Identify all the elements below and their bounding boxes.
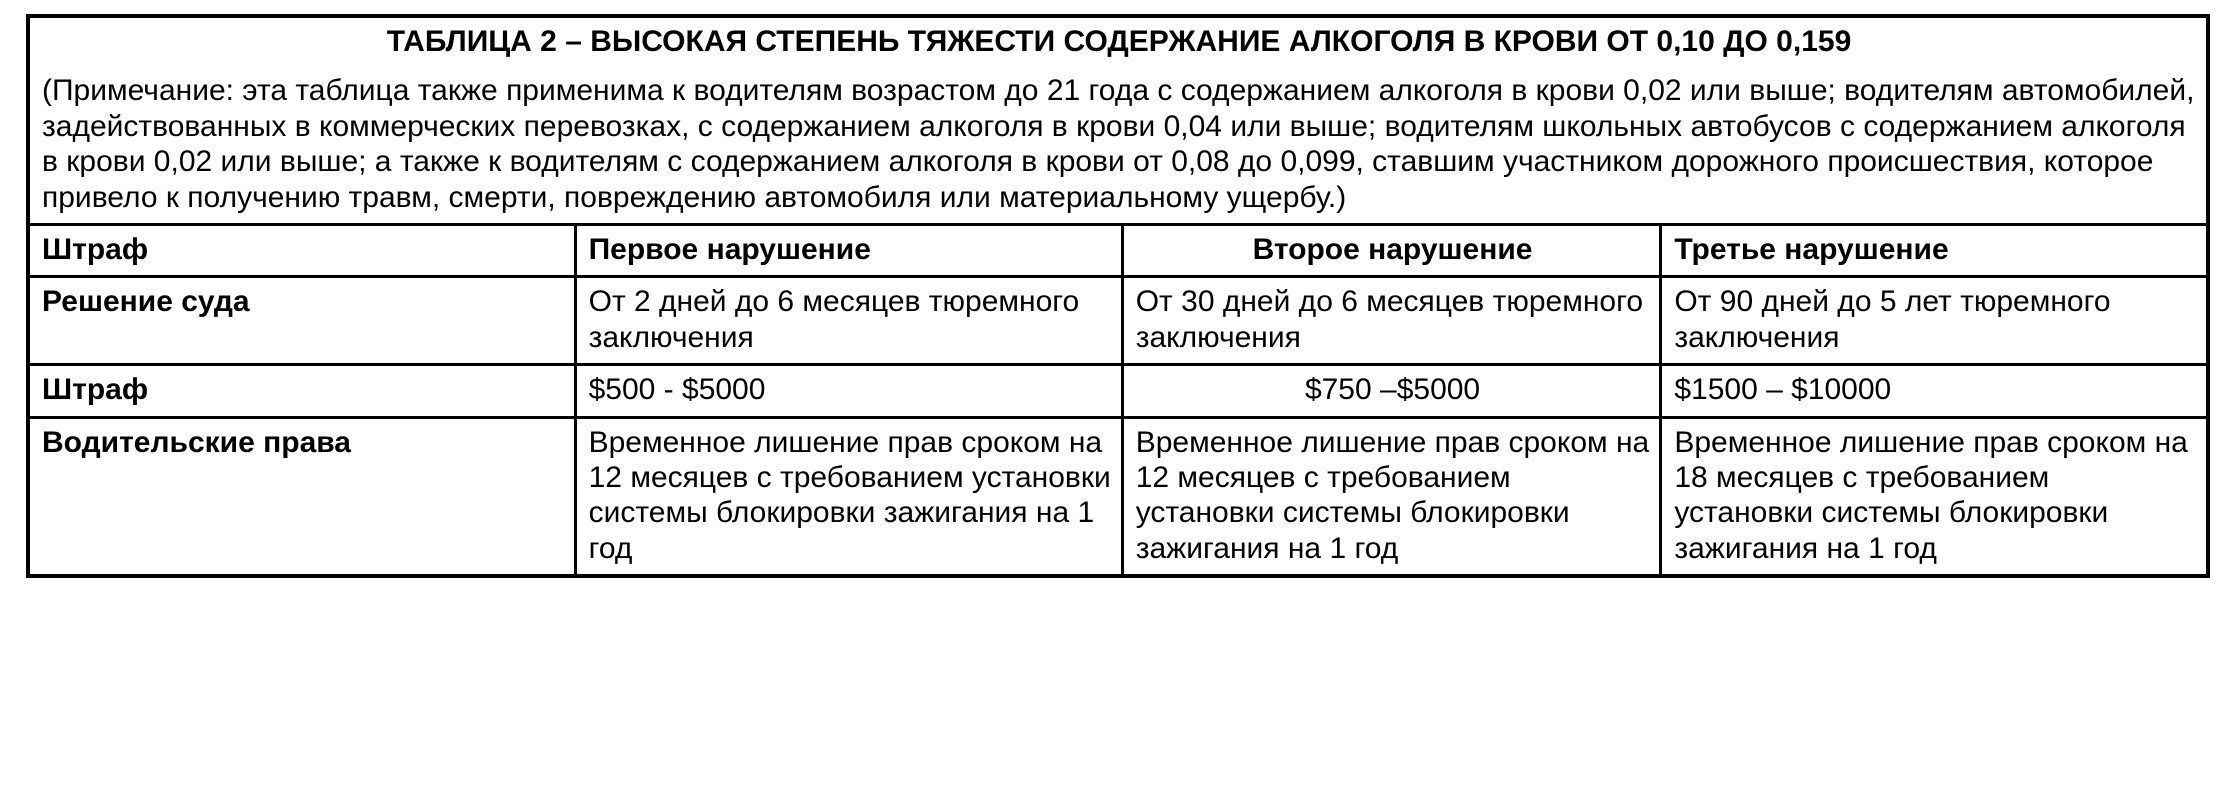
- cell-court-decision-second: От 30 дней до 6 месяцев тюремного заключения: [1122, 277, 1661, 365]
- column-header-penalty: Штраф: [28, 224, 575, 276]
- cell-court-decision-first: От 2 дней до 6 месяцев тюремного заключения: [575, 277, 1122, 365]
- row-label-court-decision: Решение суда: [28, 277, 575, 365]
- table-header-row: [28, 224, 2208, 276]
- row-label-drivers-license: Водительские права: [28, 417, 575, 576]
- table-note: (Примечание: эта таблица также применима к водителям возрастом до 21 года с содержанием алкоголя в крови 0,02 или выше; водителям автомобилей, задействованных в коммерческих перевозках, с содержанием алкоголя в крови 0,04 или выше; водителям школьных автобусов с содержанием алкоголя в крови 0,02 или выше; а также к водителям с содержанием алкоголя в крови от 0,08 до 0,099, ставшим участником дорожного происшествия, которое привело к получению травм, смерти, повреждению автомобиля или материальному ущербу.): [28, 67, 2208, 224]
- cell-fine-first: $500 - $5000: [575, 365, 1122, 417]
- column-header-third-offense: Третье нарушение: [1661, 224, 2208, 276]
- table-row: [28, 365, 2208, 417]
- table-title: ТАБЛИЦА 2 – ВЫСОКАЯ СТЕПЕНЬ ТЯЖЕСТИ СОДЕРЖАНИЕ АЛКОГОЛЯ В КРОВИ ОТ 0,10 ДО 0,159: [28, 16, 2208, 67]
- cell-drivers-license-first: Временное лишение прав сроком на 12 месяцев с требованием установки системы блокировки зажигания на 1 год: [575, 417, 1122, 576]
- penalties-table: [26, 14, 2210, 578]
- cell-drivers-license-third: Временное лишение прав сроком на 18 месяцев с требованием установки системы блокировки зажигания на 1 год: [1661, 417, 2208, 576]
- table-row: [28, 417, 2208, 576]
- table-title-row: [28, 16, 2208, 67]
- cell-drivers-license-second: Временное лишение прав сроком на 12 месяцев с требованием установки системы блокировки зажигания на 1 год: [1122, 417, 1661, 576]
- cell-fine-second: $750 –$5000: [1122, 365, 1661, 417]
- cell-fine-third: $1500 – $10000: [1661, 365, 2208, 417]
- column-header-second-offense: Второе нарушение: [1122, 224, 1661, 276]
- table-note-row: [28, 67, 2208, 224]
- row-label-fine: Штраф: [28, 365, 575, 417]
- table-row: [28, 277, 2208, 365]
- cell-court-decision-third: От 90 дней до 5 лет тюремного заключения: [1661, 277, 2208, 365]
- column-header-first-offense: Первое нарушение: [575, 224, 1122, 276]
